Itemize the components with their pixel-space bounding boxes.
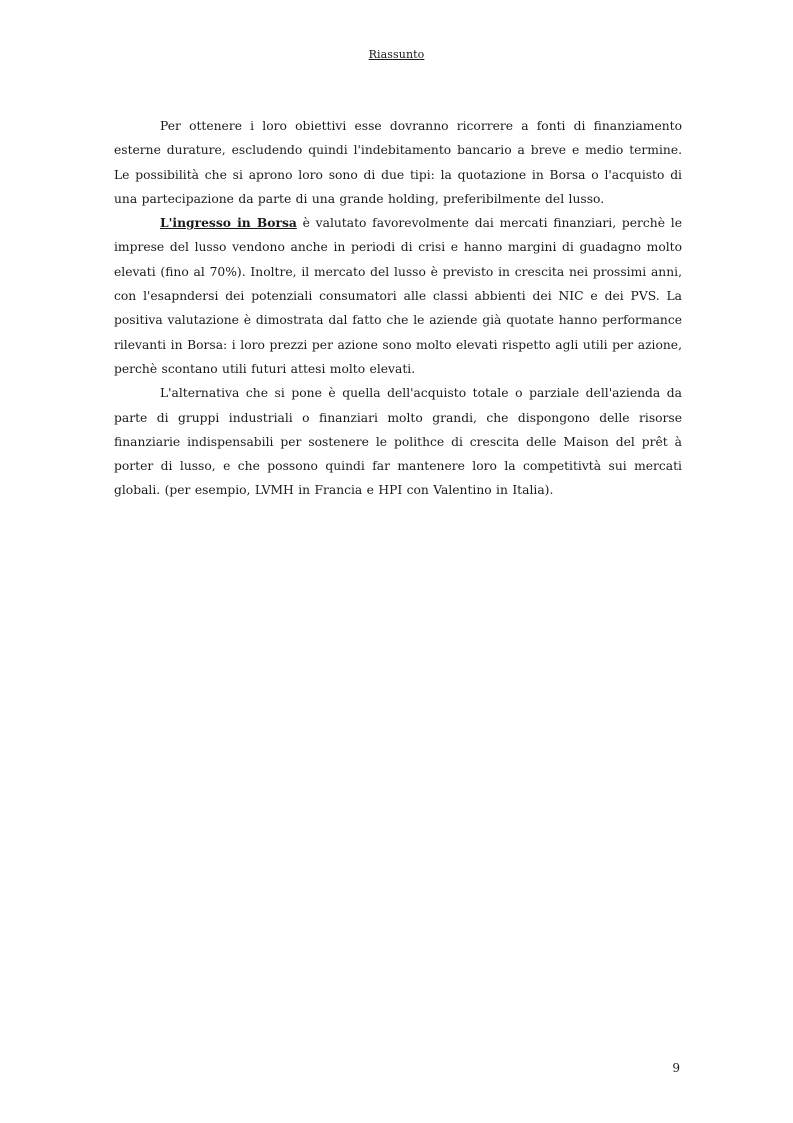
- running-header: Riassunto: [368, 48, 425, 61]
- page-number: 9: [672, 1061, 680, 1075]
- paragraph-stock-listing: [114, 211, 682, 381]
- paragraph-holding-alternative: L'alternativa che si pone è quella dell'acquisto totale o parziale dell'azienda da parte di gruppi industriali o finanziari molto grandi, che dispongono delle risorse finanziarie indispensabili per sostenere le polithce di crescita delle Maison del prêt à porter di lusso, e che possono quindi far mantenere loro la competitivtà sui mercati globali. (per esempio, LVMH in Francia e HPI con Valentino in Italia).: [114, 386, 682, 498]
- paragraph-stock-listing-text: è valutato favorevolmente dai mercati finanziari, perchè le imprese del lusso vendono anche in periodi di crisi e hanno margini di guadagno molto elevati (fino al 70%). Inoltre, il mercato del lusso è previsto in crescita nei prossimi anni, con l'esapndersi dei potenziali consumatori alle classi abbienti dei NIC e dei PVS. La positiva valutazione è dimostrata dal fatto che le aziende già quotate hanno performance rilevanti in Borsa: i loro prezzi per azione sono molto elevati rispetto agli utili per azione, perchè scontano utili futuri attesi molto elevati.: [114, 216, 682, 376]
- body-text: [114, 114, 682, 503]
- paragraph-financing-sources: Per ottenere i loro obiettivi esse dovranno ricorrere a fonti di finanziamento esterne durature, escludendo quindi l'indebitamento bancario a breve e medio termine. Le possibilità che si aprono loro sono di due tipi: la quotazione in Borsa o l'acquisto di una partecipazione da parte di una grande holding, preferibilmente del lusso.: [114, 119, 682, 206]
- paragraph-lead-term: L'ingresso in Borsa: [160, 215, 297, 231]
